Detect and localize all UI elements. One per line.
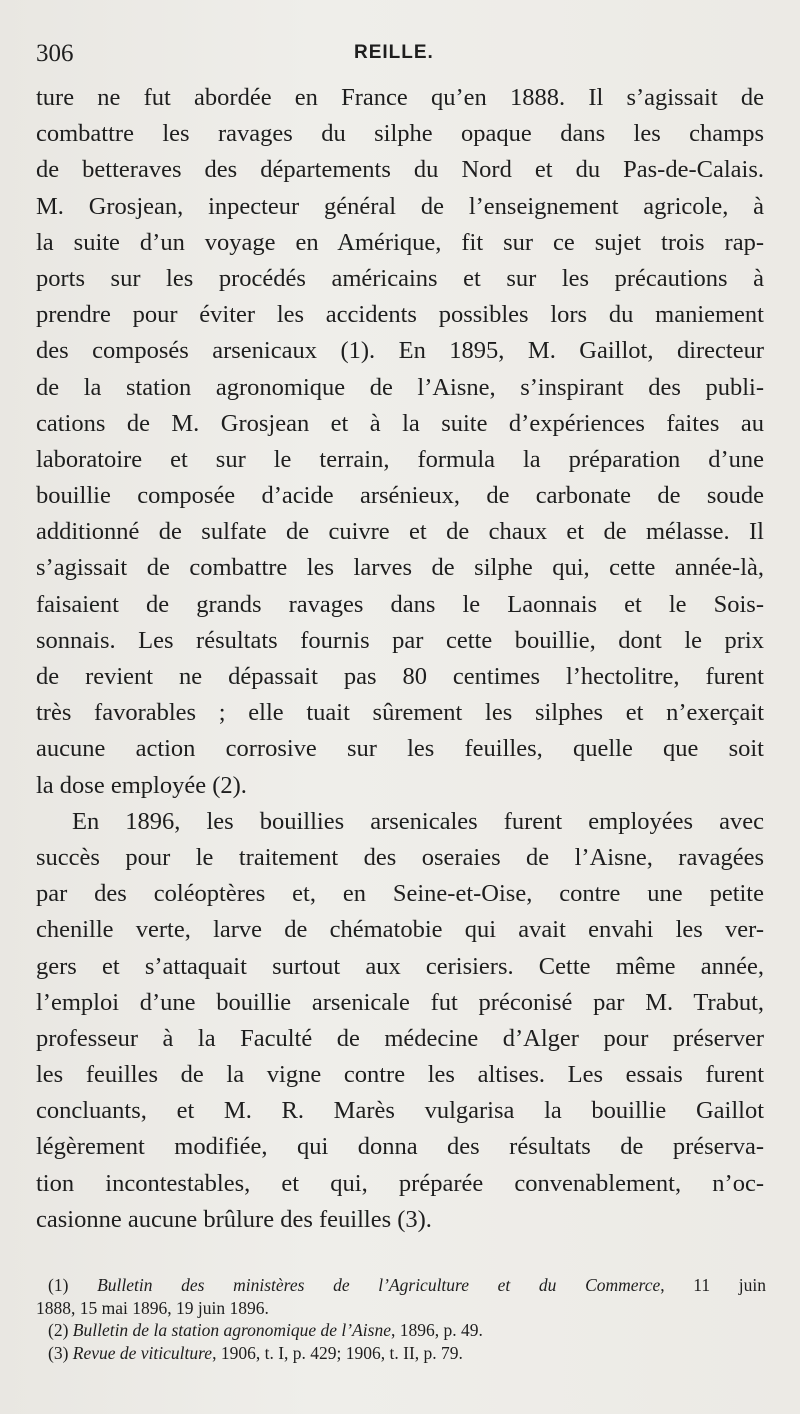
text-line: les feuilles de la vigne contre les altises. Les essais furent	[36, 1061, 764, 1089]
text-line: aucune action corrosive sur les feuilles, quelle que soit	[36, 735, 764, 763]
text-line: succès pour le traitement des oseraies de l’Aisne, ravagées	[36, 843, 764, 871]
text-line: cations de M. Grosjean et à la suite d’expériences faites au	[36, 409, 764, 437]
text-line: gers et s’attaquait surtout aux cerisiers. Cette même année,	[36, 952, 764, 980]
text-line: des composés arsenicaux (1). En 1895, M. Gaillot, directeur	[36, 337, 764, 365]
page-header	[36, 40, 766, 70]
text-line: bouillie composée d’acide arsénieux, de carbonate de soude	[36, 482, 764, 510]
footnote-line: 1888, 15 mai 1896, 19 juin 1896.	[36, 1297, 269, 1318]
text-line: M. Grosjean, inpecteur général de l’enseignement agricole, à	[36, 192, 764, 220]
text-line: faisaient de grands ravages dans le Laonnais et le Sois-	[36, 590, 764, 618]
text-line: l’emploi d’une bouillie arsenicale fut préconisé par M. Trabut,	[36, 988, 764, 1016]
running-head: REILLE.	[354, 42, 434, 63]
text-line: la suite d’un voyage en Amérique, fit sur ce sujet trois rap-	[36, 228, 764, 256]
text-line: de revient ne dépassait pas 80 centimes l’hectolitre, furent	[36, 663, 764, 690]
footnote-line: (3) Revue de viticulture, 1906, t. I, p. 429; 1906, t. II, p. 79.	[48, 1342, 463, 1363]
publication-title: Bulletin de la station agronomique de l’Aisne	[72, 1320, 391, 1340]
text-line: ture ne fut abordée en France qu’en 1888. Il s’agissait de	[36, 84, 764, 111]
footnote-line: (1) Bulletin des ministères de l’Agriculture et du Commerce, 11 juin	[48, 1275, 766, 1295]
text-line: professeur à la Faculté de médecine d’Alger pour préserver	[36, 1024, 764, 1052]
paragraph	[36, 804, 764, 1238]
text-line: prendre pour éviter les accidents possibles lors du maniement	[36, 301, 764, 329]
text-line: laboratoire et sur le terrain, formula la préparation d’une	[36, 445, 764, 473]
text-line: de betteraves des départements du Nord et du Pas-de-Calais.	[36, 156, 764, 184]
text-line: combattre les ravages du silphe opaque dans les champs	[36, 120, 764, 148]
text-line: très favorables ; elle tuait sûrement les silphes et n’exerçait	[36, 699, 764, 727]
text-line: chenille verte, larve de chématobie qui avait envahi les ver-	[36, 916, 764, 944]
text-line: ports sur les procédés américains et sur les précautions à	[36, 264, 764, 292]
text-line: la dose employée (2).	[36, 771, 247, 799]
footnotes	[36, 1274, 766, 1364]
body-text	[36, 80, 764, 1238]
footnote-line: (2) Bulletin de la station agronomique de l’Aisne, 1896, p. 49.	[48, 1320, 483, 1340]
text-line: de la station agronomique de l’Aisne, s’inspirant des publi-	[36, 373, 764, 401]
text-line: s’agissait de combattre les larves de silphe qui, cette année-là,	[36, 554, 764, 582]
paragraph	[36, 80, 764, 804]
page-number: 306	[36, 40, 74, 67]
text-line: légèrement modifiée, qui donna des résultats de préserva-	[36, 1133, 764, 1161]
publication-title: Revue de viticulture	[72, 1342, 213, 1363]
text-line: sonnais. Les résultats fournis par cette bouillie, dont le prix	[36, 626, 764, 654]
text-line: par des coléoptères et, en Seine-et-Oise, contre une petite	[36, 880, 764, 908]
text-line: tion incontestables, et qui, préparée convenablement, n’oc-	[36, 1169, 764, 1197]
publication-title: Bulletin des ministères de l’Agriculture et du Commerce	[97, 1275, 661, 1295]
text-line: En 1896, les bouillies arsenicales furent employées avec	[72, 807, 764, 835]
text-line: casionne aucune brûlure des feuilles (3).	[36, 1205, 432, 1233]
text-line: additionné de sulfate de cuivre et de chaux et de mélasse. Il	[36, 518, 764, 546]
text-line: concluants, et M. R. Marès vulgarisa la bouillie Gaillot	[36, 1097, 764, 1125]
